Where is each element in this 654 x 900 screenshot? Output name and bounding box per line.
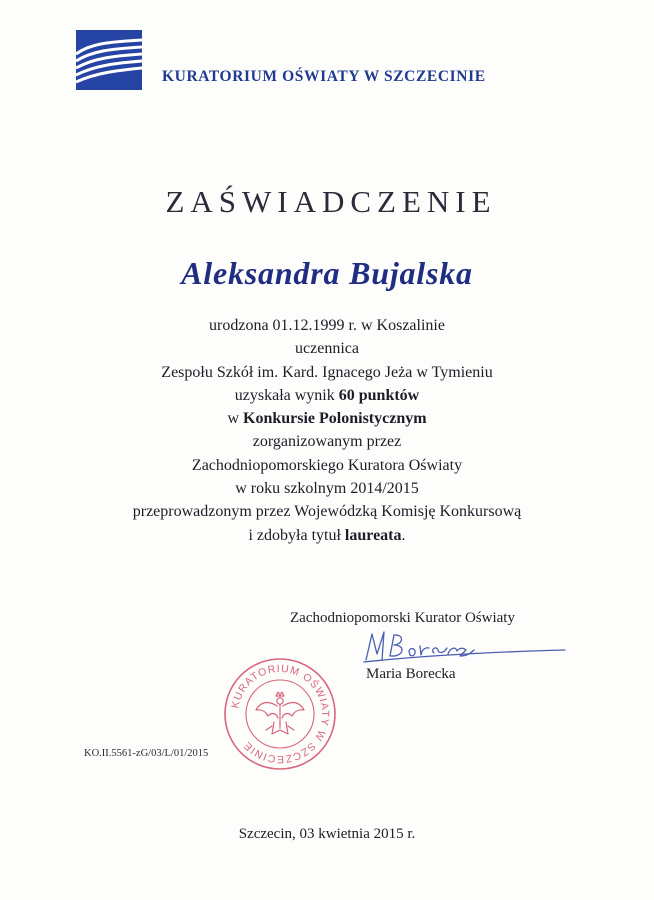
contest-prefix: w [227,410,243,428]
certificate-body [0,314,654,547]
handwritten-signature-icon [360,626,570,668]
result-line [0,384,654,407]
contest-name: Konkursie Polonistycznym [243,410,427,428]
round-official-stamp-icon [222,656,338,772]
organization-name: KURATORIUM OŚWIATY W SZCZECINIE [162,68,486,85]
birth-line: urodzona 01.12.1999 r. w Koszalinie [209,317,445,334]
signer-title: Zachodniopomorski Kurator Oświaty [290,610,515,626]
place-date: Szczecin, 03 kwietnia 2015 r. [238,826,416,842]
award-line [0,524,654,547]
commission-line: przeprowadzonym przez Wojewódzką Komisję Konkursową [132,503,522,521]
signer-name: Maria Borecka [366,666,456,682]
school-year-line: w roku szkolnym 2014/2015 [235,480,419,498]
reference-number: KO.II.5561-zG/03/L/01/2015 [84,748,209,759]
kuratorium-waves-logo-icon [76,30,142,90]
school-line: Zespołu Szkół im. Kard. Ignacego Jeża w Tymieniu [161,363,493,381]
organizer-line: Zachodniopomorskiego Kuratora Oświaty [191,456,463,474]
award-title: laureata [344,526,402,544]
role-line: uczennica [295,340,359,358]
stamp-ring-text: KURATORIUM OŚWIATY W SZCZECINIE [229,662,332,766]
contest-line [0,407,654,430]
organized-by-line: zorganizowanym przez [252,433,402,451]
result-prefix: uzyskała wynik [234,386,339,404]
award-suffix: . [401,526,406,544]
recipient-name: Aleksandra Bujalska [181,255,473,291]
result-points: 60 punktów [338,386,420,404]
document-title: ZAŚWIADCZENIE [165,184,497,219]
award-prefix: i zdobyła tytuł [248,526,345,544]
